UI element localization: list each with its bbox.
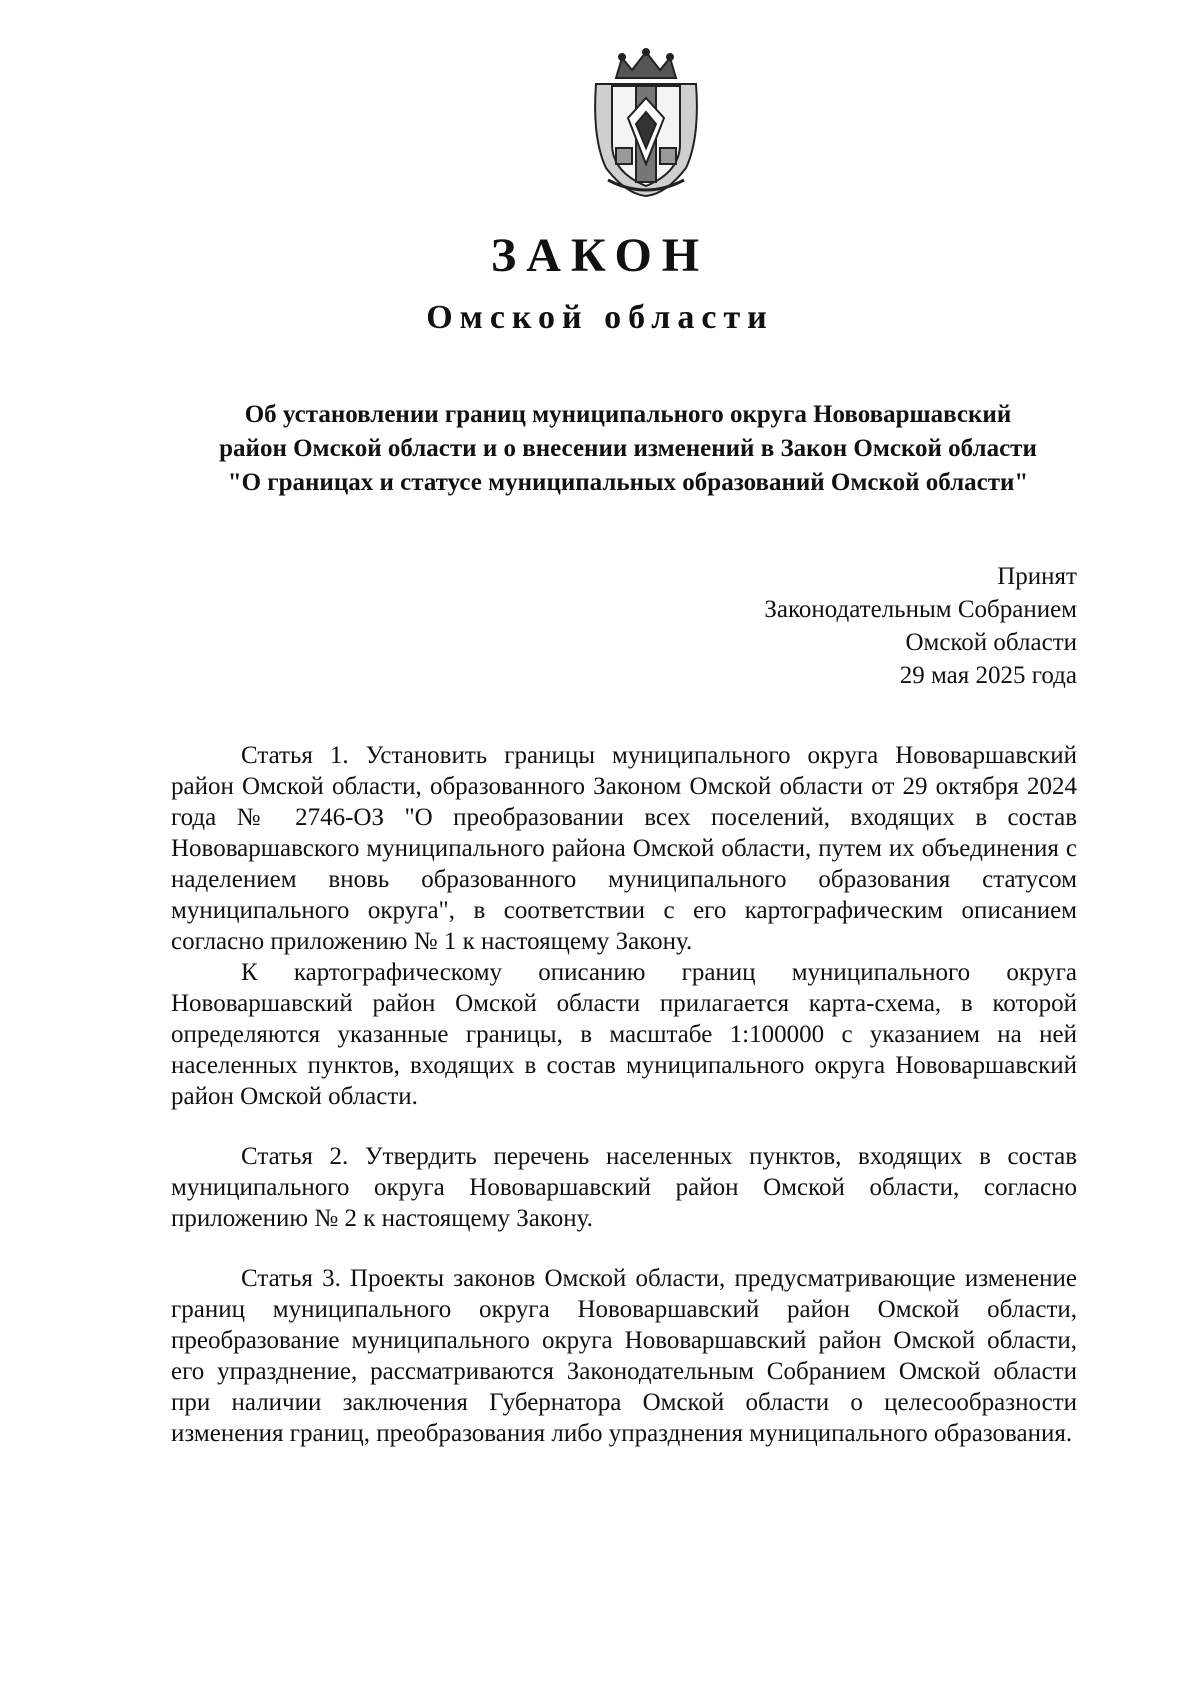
document-title-line: "О границах и статусе муниципальных образований Омской области" [227, 469, 1029, 496]
article-3-paragraph: Статья 3. Проекты законов Омской области, предусматривающие изменение границ муниципального округа Нововаршавский район Омской области, преобразование муниципального округа Нововаршавский район Омской области, его упразднение, рассматриваются Законодательным Собранием Омской области при наличии заключения Губернатора Омской области о целесообразности изменения границ, преобразования либо упразднения муниципального образования. [171, 1265, 1077, 1447]
coat-of-arms-icon [586, 48, 706, 198]
adoption-date: 29 мая 2025 года [899, 662, 1077, 689]
adoption-block [764, 560, 1077, 692]
document-title-line: район Омской области и о внесении изменений в Закон Омской области [219, 435, 1037, 462]
article-1-map-paragraph: К картографическому описанию границ муниципального округа Нововаршавский район Омской области прилагается карта-схема, в которой определяются указанные границы, в масштабе 1:100000 с указанием на ней населенных пунктов, входящих в состав муниципального округа Нововаршавский район Омской области. [171, 959, 1077, 1110]
document-title-line: Об установлении границ муниципального округа Нововаршавский [244, 401, 1012, 428]
adoption-line: Омской области [905, 629, 1077, 656]
article-2-paragraph: Статья 2. Утвердить перечень населенных пунктов, входящих в состав муниципального округа Нововаршавский район Омской области, согласно приложению № 2 к настоящему Закону. [171, 1143, 1077, 1232]
adoption-line: Законодательным Собранием [764, 596, 1077, 623]
document-type: ЗАКОН [490, 229, 710, 282]
document-region: Омской области [426, 299, 774, 336]
document-title [168, 398, 1088, 500]
law-body [171, 740, 1077, 1449]
article-1-paragraph: Статья 1. Установить границы муниципального округа Нововаршавский район Омской области, образованного Законом Омской области от 29 октября 2024 года № 2746-ОЗ "О преобразовании всех поселений, входящих в состав Нововаршавского муниципального района Омской области, путем их объединения с наделением вновь образованного муниципального образования статусом муниципального округа", в соответствии с его картографическим описанием согласно приложению № 1 к настоящему Закону. [171, 742, 1077, 955]
adoption-line: Принят [997, 563, 1077, 590]
